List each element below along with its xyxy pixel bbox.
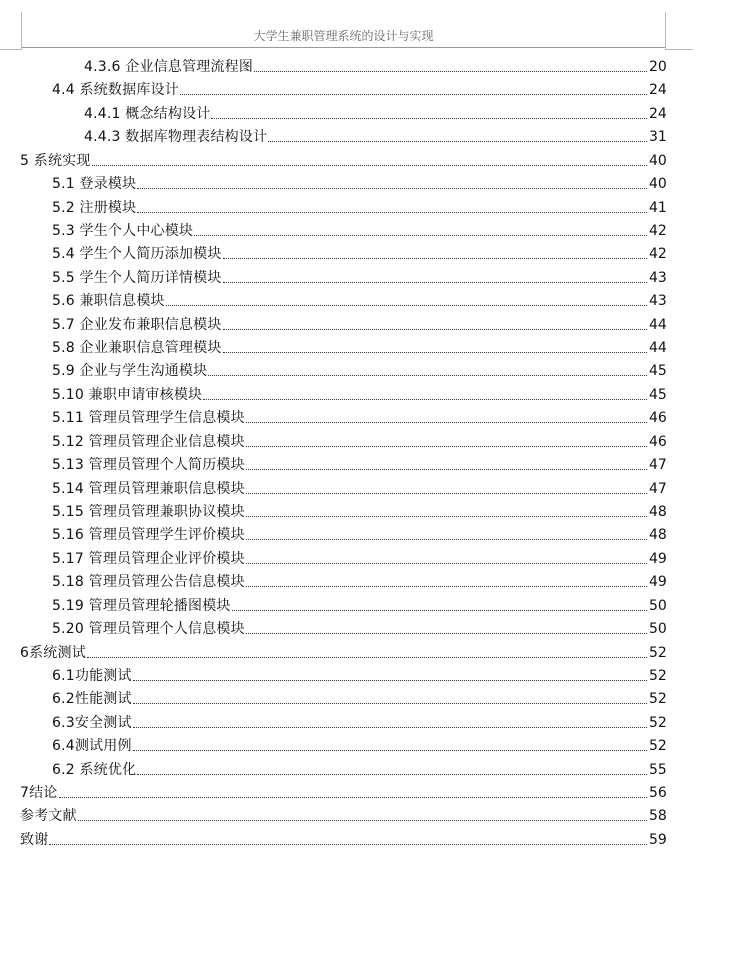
- toc-dot-leader: [92, 165, 647, 166]
- toc-dot-leader: [246, 586, 647, 587]
- toc-entry-label: 4.4.1 概念结构设计: [84, 105, 211, 122]
- toc-entry[interactable]: [0, 685, 666, 708]
- toc-dot-leader: [246, 563, 647, 564]
- toc-page-number: 48: [649, 527, 667, 544]
- toc-page-number: 43: [649, 269, 667, 286]
- toc-entry[interactable]: [0, 240, 666, 263]
- toc-entry[interactable]: [0, 76, 666, 99]
- toc-dot-leader: [203, 399, 647, 400]
- toc-page-number: 56: [649, 785, 667, 802]
- toc-entry-label: 5.16 管理员管理学生评价模块: [52, 527, 245, 544]
- toc-entry[interactable]: [0, 451, 666, 474]
- toc-entry[interactable]: [0, 287, 666, 310]
- toc-page-number: 50: [649, 621, 667, 638]
- toc-entry-label: 致谢: [20, 831, 49, 848]
- toc-dot-leader: [78, 820, 647, 821]
- toc-page-number: 24: [649, 82, 667, 99]
- toc-entry-label: 6系统测试: [20, 644, 86, 661]
- toc-entry-label: 6.3安全测试: [52, 714, 132, 731]
- toc-entry-label: 5.1 登录模块: [52, 176, 137, 193]
- toc-entry-label: 6.2 系统优化: [52, 761, 137, 778]
- toc-entry-label: 5.19 管理员管理轮播图模块: [52, 597, 231, 614]
- toc-page-number: 59: [649, 831, 667, 848]
- toc-page-number: 45: [649, 363, 667, 380]
- toc-entry-label: 5.4 学生个人简历添加模块: [52, 246, 222, 263]
- toc-page-number: 52: [649, 738, 667, 755]
- toc-dot-leader: [223, 258, 647, 259]
- toc-dot-leader: [223, 352, 647, 353]
- toc-page-number: 46: [649, 433, 667, 450]
- toc-page-number: 52: [649, 714, 667, 731]
- toc-entry[interactable]: [0, 381, 666, 404]
- toc-dot-leader: [166, 305, 647, 306]
- toc-entry[interactable]: [0, 475, 666, 498]
- toc-entry-label: 5.9 企业与学生沟通模块: [52, 363, 208, 380]
- toc-page-number: 50: [649, 597, 667, 614]
- page-header: 大学生兼职管理系统的设计与实现: [22, 27, 665, 48]
- toc-entry-label: 5.12 管理员管理企业信息模块: [52, 433, 245, 450]
- toc-dot-leader: [254, 71, 647, 72]
- toc-entry-label: 5.7 企业发布兼职信息模块: [52, 316, 222, 333]
- toc-dot-leader: [49, 844, 647, 845]
- toc-dot-leader: [246, 539, 647, 540]
- toc-entry[interactable]: [0, 334, 666, 357]
- toc-dot-leader: [133, 703, 647, 704]
- toc-entry[interactable]: [0, 568, 666, 591]
- toc-dot-leader: [137, 212, 647, 213]
- toc-entry-label: 5.18 管理员管理公告信息模块: [52, 574, 245, 591]
- margin-corner-top-right-horizontal: [666, 49, 693, 50]
- toc-dot-leader: [59, 797, 647, 798]
- toc-entry[interactable]: [0, 662, 666, 685]
- toc-dot-leader: [133, 750, 647, 751]
- toc-entry-label: 5 系统实现: [20, 152, 91, 169]
- toc-page-number: 49: [649, 574, 667, 591]
- toc-entry[interactable]: [0, 404, 666, 427]
- toc-dot-leader: [232, 610, 647, 611]
- toc-page-number: 48: [649, 503, 667, 520]
- toc-dot-leader: [87, 657, 647, 658]
- toc-dot-leader: [133, 727, 647, 728]
- toc-entry[interactable]: [0, 357, 666, 380]
- toc-entry-label: 5.13 管理员管理个人简历模块: [52, 457, 245, 474]
- toc-entry-label: 5.20 管理员管理个人信息模块: [52, 621, 245, 638]
- toc-dot-leader: [246, 422, 647, 423]
- toc-entry-label: 4.4.3 数据库物理表结构设计: [84, 129, 268, 146]
- toc-entry-label: 参考文献: [20, 808, 77, 825]
- toc-dot-leader: [223, 282, 647, 283]
- toc-entry[interactable]: [0, 826, 666, 849]
- toc-page-number: 40: [649, 176, 667, 193]
- toc-entry[interactable]: [0, 756, 666, 779]
- toc-page-number: 42: [649, 222, 667, 239]
- toc-page-number: 58: [649, 808, 667, 825]
- toc-page-number: 20: [649, 59, 667, 75]
- toc-entry[interactable]: [0, 100, 666, 123]
- toc-entry-label: 5.5 学生个人简历详情模块: [52, 269, 222, 286]
- toc-dot-leader: [137, 188, 647, 189]
- toc-entry-label: 7结论: [20, 785, 58, 802]
- toc-entry-label: 5.8 企业兼职信息管理模块: [52, 340, 222, 357]
- toc-entry[interactable]: [0, 194, 666, 217]
- toc-entry[interactable]: [0, 545, 666, 568]
- toc-entry-label: 5.2 注册模块: [52, 199, 137, 216]
- toc-entry[interactable]: [0, 521, 666, 544]
- toc-page-number: 52: [649, 644, 667, 661]
- toc-dot-leader: [208, 375, 647, 376]
- toc-entry[interactable]: [0, 311, 666, 334]
- toc-entry[interactable]: [0, 264, 666, 287]
- toc-dot-leader: [137, 774, 647, 775]
- toc-dot-leader: [246, 493, 647, 494]
- toc-page-number: 41: [649, 199, 667, 216]
- toc-dot-leader: [246, 469, 647, 470]
- toc-dot-leader: [246, 446, 647, 447]
- toc-entry-label: 5.14 管理员管理兼职信息模块: [52, 480, 245, 497]
- toc-page-number: 46: [649, 410, 667, 427]
- toc-page-number: 40: [649, 152, 667, 169]
- toc-page-number: 52: [649, 667, 667, 684]
- toc-page-number: 44: [649, 340, 667, 357]
- toc-page-number: 44: [649, 316, 667, 333]
- toc-entry[interactable]: [0, 147, 666, 170]
- toc-entry[interactable]: [0, 639, 666, 662]
- toc-entry[interactable]: [0, 498, 666, 521]
- toc-page-number: 24: [649, 105, 667, 122]
- toc-entry-label: 6.4测试用例: [52, 738, 132, 755]
- toc-entry[interactable]: [0, 615, 666, 638]
- toc-dot-leader: [268, 141, 647, 142]
- toc-page-number: 47: [649, 480, 667, 497]
- toc-entry[interactable]: [0, 217, 666, 240]
- toc-entry[interactable]: [0, 709, 666, 732]
- toc-entry[interactable]: [0, 123, 666, 146]
- toc-entry[interactable]: [0, 170, 666, 193]
- toc-entry-label: 5.15 管理员管理兼职协议模块: [52, 503, 245, 520]
- toc-dot-leader: [223, 329, 647, 330]
- toc-page-number: 49: [649, 550, 667, 567]
- toc-dot-leader: [211, 118, 647, 119]
- toc-dot-leader: [180, 94, 647, 95]
- toc-entry-label: 5.11 管理员管理学生信息模块: [52, 410, 245, 427]
- toc-entry-label: 5.10 兼职申请审核模块: [52, 386, 203, 403]
- toc-entry[interactable]: [0, 732, 666, 755]
- toc-entry-label: 5.17 管理员管理企业评价模块: [52, 550, 245, 567]
- toc-entry-label: 4.4 系统数据库设计: [52, 82, 179, 99]
- toc-dot-leader: [246, 633, 647, 634]
- toc-dot-leader: [133, 680, 647, 681]
- toc-entry[interactable]: [0, 802, 666, 825]
- toc-page-number: 52: [649, 691, 667, 708]
- toc-entry[interactable]: [0, 53, 666, 76]
- toc-entry[interactable]: [0, 779, 666, 802]
- toc-entry[interactable]: [0, 428, 666, 451]
- toc-entry-label: 5.3 学生个人中心模块: [52, 222, 194, 239]
- toc-page-number: 31: [649, 129, 667, 146]
- toc-dot-leader: [194, 235, 647, 236]
- toc-entry-label: 5.6 兼职信息模块: [52, 293, 165, 310]
- toc-entry-label: 4.3.6 企业信息管理流程图: [84, 59, 254, 75]
- toc-entry-label: 6.1功能测试: [52, 667, 132, 684]
- margin-corner-top-left-horizontal: [0, 49, 21, 50]
- toc-page-number: 43: [649, 293, 667, 310]
- toc-page-number: 42: [649, 246, 667, 263]
- toc-entry[interactable]: [0, 592, 666, 615]
- margin-corner-top-right-vertical: [665, 12, 666, 50]
- toc-dot-leader: [246, 516, 647, 517]
- toc-entry-label: 6.2性能测试: [52, 691, 132, 708]
- toc-page-number: 47: [649, 457, 667, 474]
- toc-page-number: 45: [649, 386, 667, 403]
- toc-page-number: 55: [649, 761, 667, 778]
